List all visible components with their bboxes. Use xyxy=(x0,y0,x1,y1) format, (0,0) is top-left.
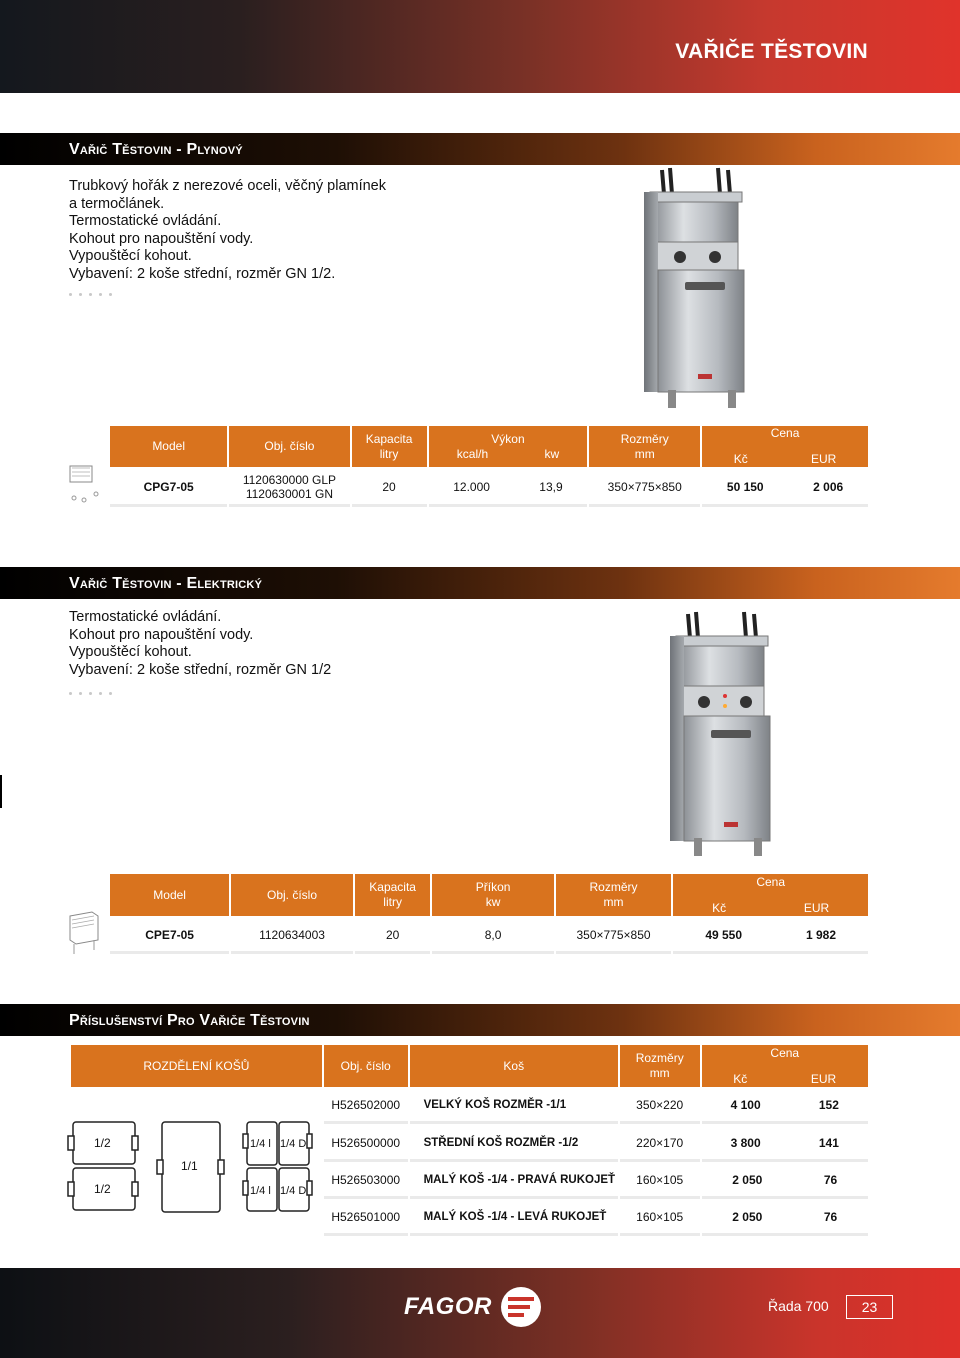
th-power-input: Příkon kw xyxy=(432,874,553,916)
label-quarter-right: 1/4 D xyxy=(280,1185,307,1197)
cell-dimensions: 350×775×850 xyxy=(589,467,700,507)
th-capacity: Kapacita litry xyxy=(352,426,427,467)
cell-price: 49 550 1 982 xyxy=(673,916,868,954)
footer xyxy=(0,1268,960,1358)
label-full: 1/1 xyxy=(181,1159,198,1173)
th-price: Cena Kč EUR xyxy=(673,874,868,916)
top-banner xyxy=(0,0,960,93)
gas-technical-drawing xyxy=(62,462,102,506)
cell-power: 12.000 13,9 xyxy=(429,467,588,507)
section-bar-electric xyxy=(0,567,960,599)
cell-basket: MALÝ KOŠ -1/4 - PRAVÁ RUKOJEŤ xyxy=(410,1162,618,1199)
label-quarter-left: 1/4 l xyxy=(250,1185,271,1197)
th-basket-division: ROZDĚLENÍ KOŠŮ xyxy=(71,1045,322,1087)
cell-price: 2 050 76 xyxy=(702,1162,869,1199)
table-row xyxy=(110,916,868,954)
desc-line: Vybavení: 2 koše střední, rozměr GN 1/2. xyxy=(69,265,336,282)
cell-price: 2 050 76 xyxy=(702,1199,869,1236)
cell-obj: H526500000 xyxy=(324,1124,408,1162)
cell-capacity: 20 xyxy=(355,916,431,954)
th-price: Cena Kč EUR xyxy=(702,426,868,467)
th-obj: Obj. číslo xyxy=(231,874,353,916)
desc-line: Kohout pro napouštění vody. xyxy=(69,626,254,643)
th-model: Model xyxy=(110,426,227,467)
cell-obj: H526501000 xyxy=(324,1199,408,1236)
electric-price-table xyxy=(108,874,870,954)
section-bar-accessories xyxy=(0,1004,960,1036)
section-heading-accessories: Příslušenství Pro Vařiče Těstovin xyxy=(69,1012,310,1029)
fagor-logo xyxy=(404,1285,548,1329)
gas-description xyxy=(69,178,386,283)
desc-line: Termostatické ovládání. xyxy=(69,213,222,229)
th-dimensions: Rozměry mm xyxy=(589,426,700,467)
electric-description xyxy=(69,609,331,679)
th-model: Model xyxy=(110,874,229,916)
cell-price: 3 800 141 xyxy=(702,1124,869,1162)
desc-line: Vypouštěcí kohout. xyxy=(69,644,192,660)
crop-mark xyxy=(0,775,2,808)
cell-basket: MALÝ KOŠ -1/4 - LEVÁ RUKOJEŤ xyxy=(410,1199,618,1236)
desc-line: Kohout pro napouštění vody. xyxy=(69,230,254,247)
desc-line: Trubkový hořák z nerezové oceli, věčný plamínek xyxy=(69,178,386,194)
electric-technical-drawing xyxy=(66,910,102,956)
th-power: Výkon kcal/h kw xyxy=(429,426,588,467)
cell-model: CPG7-05 xyxy=(110,467,227,507)
section-heading-gas: Vařič Těstovin - Plynový xyxy=(69,141,243,158)
desc-line: Vybavení: 2 koše střední, rozměr GN 1/2 xyxy=(69,661,332,678)
th-dimensions: Rozměry mm xyxy=(620,1045,700,1087)
cell-price: 4 100 152 xyxy=(702,1087,869,1124)
section-bar-gas xyxy=(0,133,960,165)
th-capacity: Kapacita litry xyxy=(355,874,431,916)
decorative-dots xyxy=(69,293,119,297)
gas-pasta-cooker-image xyxy=(640,162,755,412)
cell-obj: 1120630000 GLP 1120630001 GN xyxy=(229,467,349,507)
desc-line: a termočlánek. xyxy=(69,195,165,212)
desc-line: Vypouštěcí kohout. xyxy=(69,248,192,264)
cell-obj: H526503000 xyxy=(324,1162,408,1199)
th-obj: Obj. číslo xyxy=(324,1045,408,1087)
cell-dimensions: 350×775×850 xyxy=(556,916,672,954)
page-title: VAŘIČE TĚSTOVIN xyxy=(675,40,868,63)
electric-pasta-cooker-image xyxy=(666,606,781,861)
th-obj: Obj. číslo xyxy=(229,426,349,467)
th-basket: Koš xyxy=(410,1045,618,1087)
th-dimensions: Rozměry mm xyxy=(556,874,672,916)
cell-obj: 1120634003 xyxy=(231,916,353,954)
basket-division-diagram xyxy=(64,1118,324,1222)
cell-price: 50 150 2 006 xyxy=(702,467,868,507)
cell-power: 8,0 xyxy=(432,916,553,954)
page-number: 23 xyxy=(846,1295,893,1319)
label-quarter-left: 1/4 l xyxy=(250,1138,271,1150)
cell-dimensions: 350×220 xyxy=(620,1087,700,1124)
cell-basket: VELKÝ KOŠ ROZMĚR -1/1 xyxy=(410,1087,618,1124)
gas-price-table xyxy=(108,426,870,507)
table-row xyxy=(110,467,868,507)
cell-model: CPE7-05 xyxy=(110,916,229,954)
th-price: Cena Kč EUR xyxy=(702,1045,869,1087)
decorative-dots xyxy=(69,692,119,696)
series-label: Řada 700 xyxy=(768,1298,829,1314)
brand-name: FAGOR xyxy=(404,1293,492,1320)
label-half: 1/2 xyxy=(94,1182,111,1196)
cell-dimensions: 160×105 xyxy=(620,1199,700,1236)
cell-dimensions: 160×105 xyxy=(620,1162,700,1199)
cell-basket: STŘEDNÍ KOŠ ROZMĚR -1/2 xyxy=(410,1124,618,1162)
cell-dimensions: 220×170 xyxy=(620,1124,700,1162)
fagor-emblem-icon xyxy=(494,1285,548,1329)
section-heading-electric: Vařič Těstovin - Elektrický xyxy=(69,575,263,592)
label-half: 1/2 xyxy=(94,1136,111,1150)
cell-capacity: 20 xyxy=(352,467,427,507)
cell-obj: H526502000 xyxy=(324,1087,408,1124)
desc-line: Termostatické ovládání. xyxy=(69,609,222,625)
label-quarter-right: 1/4 D xyxy=(280,1138,307,1150)
